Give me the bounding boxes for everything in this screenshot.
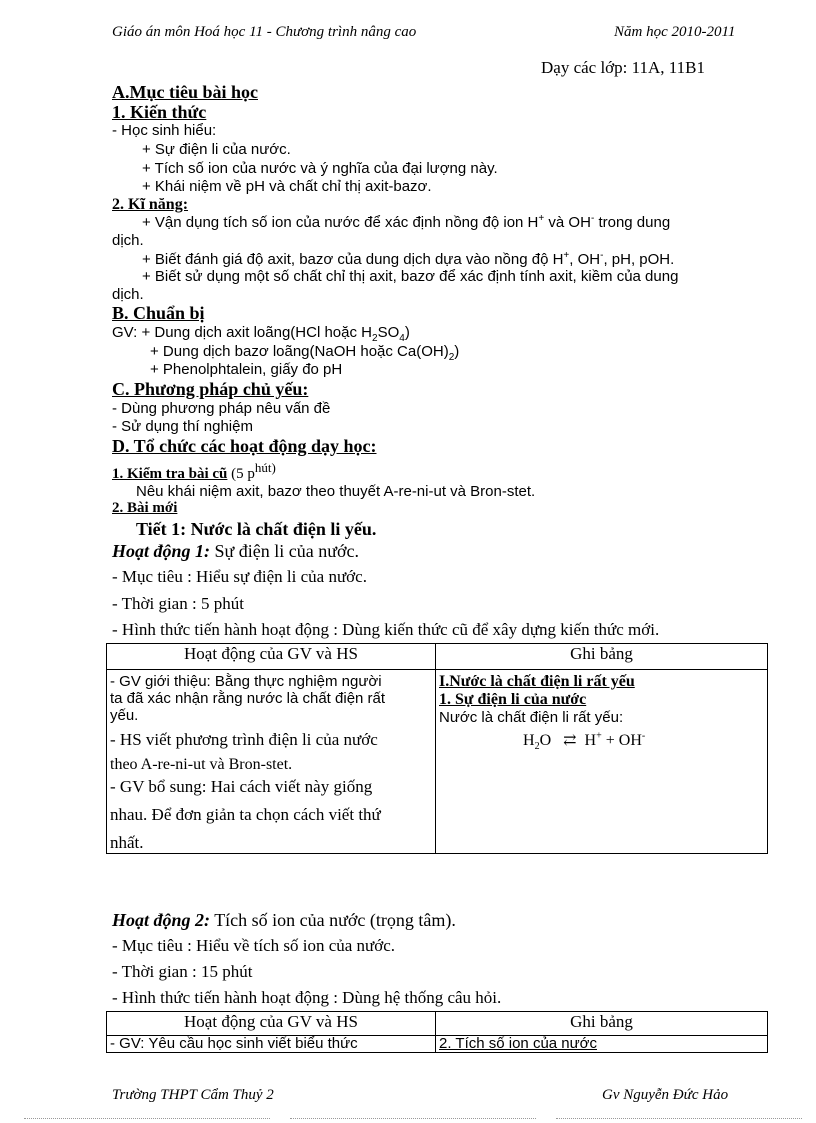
knowledge-line: + Tích số ion của nước và ý nghĩa của đại lượng này. xyxy=(142,160,498,177)
footer-right: Gv Nguyễn Đức Hảo xyxy=(602,1087,729,1103)
activity-1-method: - Hình thức tiến hành hoạt động : Dùng kiến thức cũ để xây dựng kiến thức mới. xyxy=(112,620,660,639)
cell-line: - GV giới thiệu: Bằng thực nghiệm người xyxy=(110,673,382,690)
cell-line: - GV bổ sung: Hai cách viết này giống xyxy=(110,777,373,796)
notes-line: Nước là chất điện li rất yếu: xyxy=(439,709,624,726)
cell-line: ta đã xác nhận rằng nước là chất điện rất xyxy=(110,690,386,707)
header-right: Năm học 2010-2011 xyxy=(614,24,736,40)
table-cell-notes: 2. Tích số ion của nước xyxy=(436,1036,768,1053)
prep-line-2: + Dung dịch bazơ loãng(NaOH hoặc $Ca(OH)_2$) xyxy=(150,343,460,363)
lesson-title: Tiết 1: Nước là chất điện li yếu. xyxy=(136,519,377,539)
section-a-title: A.Mục tiêu bài học xyxy=(112,82,258,102)
table-cell-activities: - GV: Yêu cầu học sinh viết biểu thức xyxy=(107,1036,436,1053)
activity-2-heading: Hoạt động 2: Tích số ion của nước (trọng tâm). xyxy=(112,910,456,930)
check-question: Nêu khái niệm axit, bazơ theo thuyết A-re-ni-ut và Bron-stet. xyxy=(136,483,536,500)
check-line: 1. Kiểm tra bài cũ (5 $p^{hút)}$ xyxy=(112,460,276,482)
skill-line-3-cont: dịch. xyxy=(112,286,144,303)
skill-line-2: + Biết đánh giá độ axit, bazơ của dung dịch dựa vào nồng độ H+, OH-, pH, pOH. xyxy=(142,250,675,268)
section-a-knowledge-title: 1. Kiến thức xyxy=(112,102,207,122)
section-d-title: D. Tổ chức các hoạt động dạy học: xyxy=(112,436,377,456)
footer-left: Trường THPT Cẩm Thuỷ 2 xyxy=(112,1087,274,1103)
cell-line: yếu. xyxy=(110,707,139,724)
page-divider xyxy=(556,1118,802,1119)
activity-2-table xyxy=(106,1011,768,1053)
header-classes: Dạy các lớp: 11A, 11B1 xyxy=(541,58,705,77)
cell-line: nhau. Để đơn giản ta chọn cách viết thứ xyxy=(110,805,381,824)
method-line: - Sử dụng thí nghiệm xyxy=(112,418,253,435)
activity-2-time: - Thời gian : 15 phút xyxy=(112,962,253,981)
table-header-right: Ghi bảng xyxy=(436,1012,768,1036)
skill-line-1-cont: dịch. xyxy=(112,232,144,249)
header-left: Giáo án môn Hoá học 11 - Chương trình nâng cao xyxy=(112,24,417,40)
table-header-right: Ghi bảng xyxy=(436,644,768,670)
table-cell-notes xyxy=(436,670,768,854)
skill-line-3: + Biết sử dụng một số chất chỉ thị axit, bazơ để xác định tính axit, kiềm của dung xyxy=(142,268,679,285)
knowledge-line: + Sự điện li của nước. xyxy=(142,141,291,158)
new-lesson-title: 2. Bài mới xyxy=(112,500,178,516)
skill-line-1: + Vận dụng tích số ion của nước để xác định nồng độ ion H+ và OH- trong dung xyxy=(142,213,671,231)
section-a-skills-title: 2. Kĩ năng: xyxy=(112,196,189,213)
equilibrium-arrow-icon: ⇄ xyxy=(563,732,577,749)
notes-title: I.Nước là chất điện li rất yếu xyxy=(439,673,635,690)
table-header-left: Hoạt động của GV và HS xyxy=(107,644,436,670)
cell-line: theo A-re-ni-ut và Bron-stet. xyxy=(110,756,293,773)
notes-subtitle: 1. Sự điện li của nước xyxy=(439,691,587,708)
activity-1-time: - Thời gian : 5 phút xyxy=(112,594,244,613)
page-divider xyxy=(290,1118,536,1119)
activity-2-goal: - Mục tiêu : Hiểu về tích số ion của nước. xyxy=(112,936,396,955)
ionization-equation: $H_2O$ ⇄ H+ + OH- xyxy=(523,730,646,753)
prep-line-1: GV: + Dung dịch axit loãng(HCl hoặc $H_2SO_4$) xyxy=(112,324,410,344)
prep-line-3: + Phenolphtalein, giấy đo pH xyxy=(150,361,343,378)
section-c-title: C. Phương pháp chủ yếu: xyxy=(112,379,309,399)
method-line: - Dùng phương pháp nêu vấn đề xyxy=(112,400,331,417)
cell-line: - HS viết phương trình điện li của nước xyxy=(110,730,378,749)
table-header-left: Hoạt động của GV và HS xyxy=(107,1012,436,1036)
activity-1-goal: - Mục tiêu : Hiểu sự điện li của nước. xyxy=(112,567,367,586)
section-b-title: B. Chuẩn bị xyxy=(112,303,205,323)
activity-2-method: - Hình thức tiến hành hoạt động : Dùng hệ thống câu hỏi. xyxy=(112,988,502,1007)
knowledge-line: + Khái niệm về pH và chất chỉ thị axit-bazơ. xyxy=(142,178,432,195)
activity-1-table xyxy=(106,643,768,854)
activity-1-heading: Hoạt động 1: Sự điện li của nước. xyxy=(112,541,360,561)
table-cell-activities xyxy=(107,670,436,854)
knowledge-line: - Học sinh hiểu: xyxy=(112,122,217,139)
page-divider xyxy=(24,1118,270,1119)
cell-line: nhất. xyxy=(110,833,144,852)
